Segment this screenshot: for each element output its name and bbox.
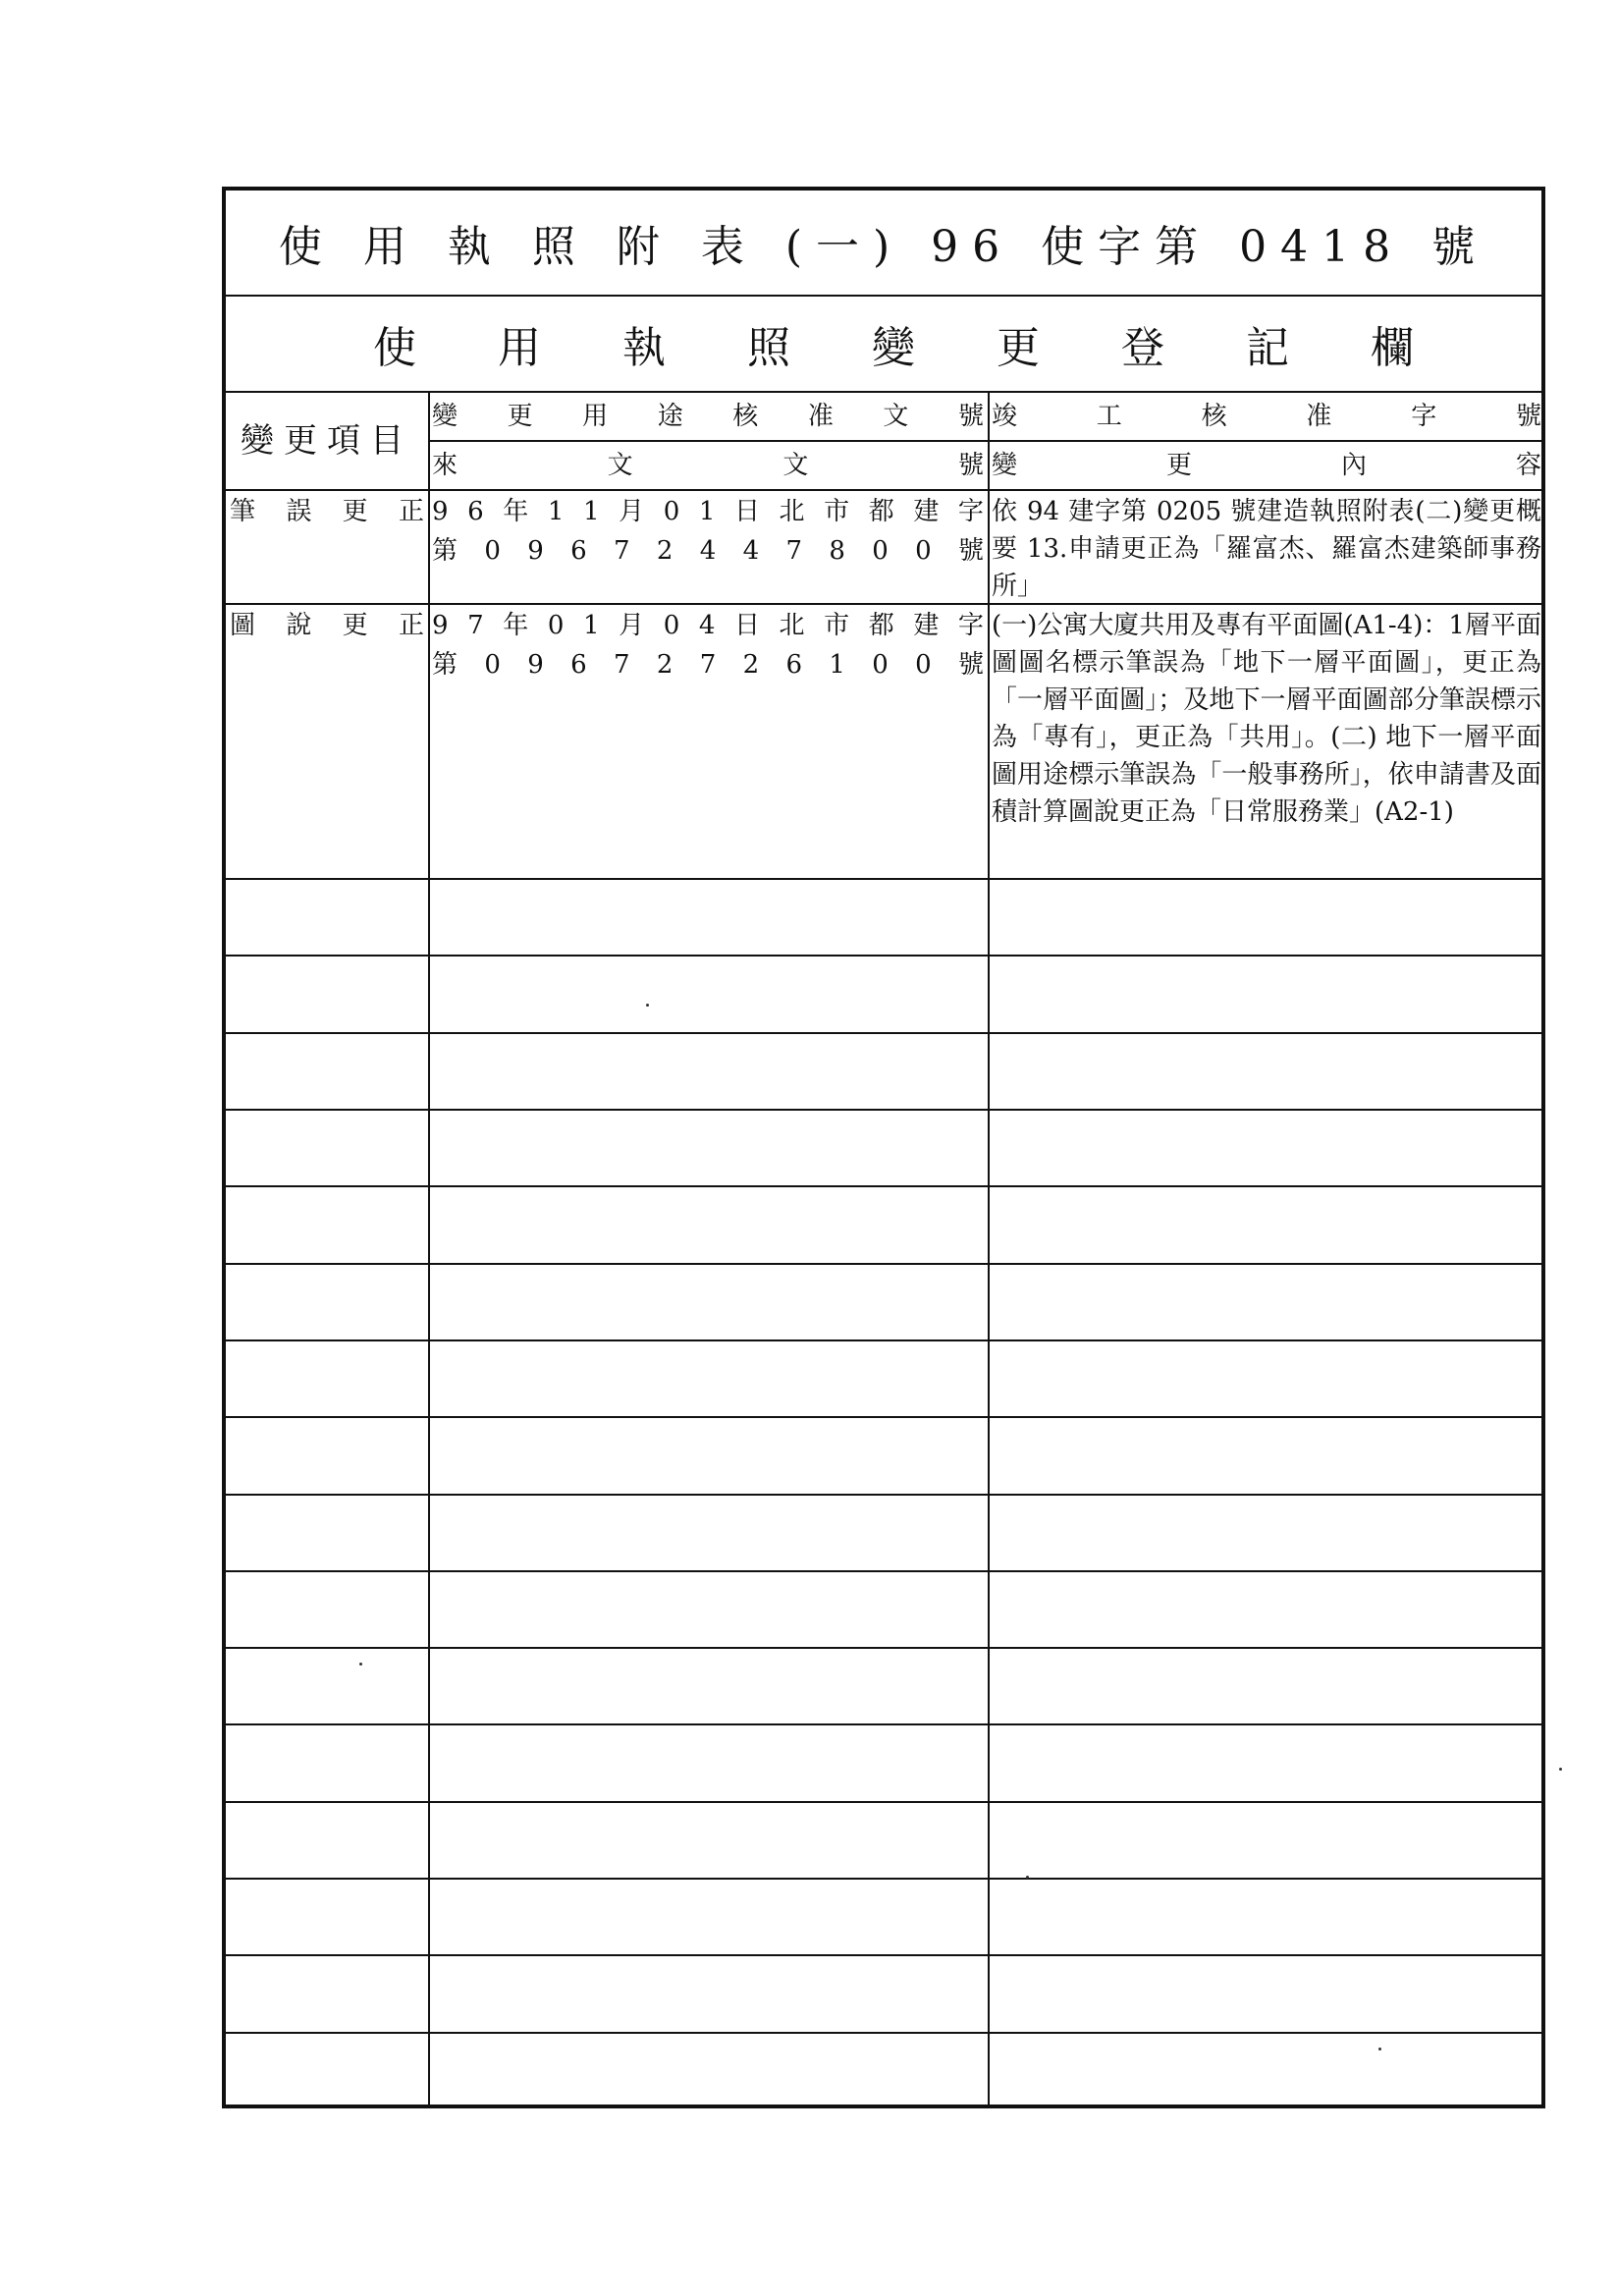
doc-char: 北 xyxy=(779,497,805,526)
subtitle-char: 使 xyxy=(373,323,416,373)
doc-char: 9 xyxy=(527,650,544,680)
empty-row-divider xyxy=(226,1339,1541,1341)
item-char: 正 xyxy=(398,611,424,640)
subtitle-char: 欄 xyxy=(1371,323,1414,373)
doc-char: 9 xyxy=(432,611,449,640)
header-completion-top xyxy=(988,393,1545,440)
doc-char: 日 xyxy=(733,611,760,640)
doc-char: 6 xyxy=(785,650,803,680)
empty-row-divider xyxy=(226,1723,1541,1725)
header-char: 更 xyxy=(507,402,533,431)
header-char: 竣 xyxy=(992,402,1018,431)
row-change-content: (一)公寓大廈共用及專有平面圖(A1-4)：1層平面圖圖名標示筆誤為「地下一層平面圖」，更正為「一層平面圖」；及地下一層平面圖部分筆誤標示為「專有」，更正為「共用」。(二) 地下一層平面圖用途標示筆誤為「一般事務所」，依申請書及面積計算圖說更正為「日常服務業」(A2-1) xyxy=(992,611,1541,827)
header-doc-no-top xyxy=(428,393,988,440)
doc-char: 市 xyxy=(824,497,850,526)
doc-char: 6 xyxy=(467,497,484,526)
doc-char: 0 xyxy=(663,497,680,526)
doc-char: 7 xyxy=(613,650,630,680)
doc-char: 1 xyxy=(829,650,845,680)
item-char: 誤 xyxy=(286,497,312,526)
doc-char: 1 xyxy=(698,497,716,526)
document-title: 使 用 執 照 附 表 (一) 96 使字第 0418 號 xyxy=(226,191,1541,297)
doc-char: 月 xyxy=(619,497,645,526)
doc-char: 7 xyxy=(699,650,717,680)
doc-char: 字 xyxy=(957,497,984,526)
header-char: 號 xyxy=(957,451,984,480)
doc-char: 9 xyxy=(527,536,544,566)
doc-char: 2 xyxy=(742,650,760,680)
doc-char: 7 xyxy=(467,611,484,640)
doc-char: 6 xyxy=(570,536,587,566)
empty-row-divider xyxy=(226,1801,1541,1803)
doc-char: 字 xyxy=(957,611,984,640)
empty-row-divider xyxy=(226,1109,1541,1111)
doc-char: 號 xyxy=(957,650,984,680)
subtitle-char: 執 xyxy=(622,323,666,373)
header-doc-no-bottom xyxy=(428,442,988,489)
header-char: 號 xyxy=(1515,402,1541,431)
empty-row-divider xyxy=(226,955,1541,957)
row-doc-line2 xyxy=(428,644,988,683)
scan-speck xyxy=(1026,1876,1029,1879)
doc-char: 北 xyxy=(779,611,805,640)
item-char: 圖 xyxy=(230,611,256,640)
item-char: 更 xyxy=(342,611,368,640)
doc-char: 1 xyxy=(582,497,600,526)
item-char: 筆 xyxy=(230,497,256,526)
doc-char: 7 xyxy=(613,536,630,566)
scan-speck xyxy=(1559,1768,1562,1771)
doc-char: 4 xyxy=(742,536,760,566)
doc-char: 0 xyxy=(872,536,889,566)
doc-char: 號 xyxy=(957,536,984,566)
subtitle-char: 照 xyxy=(747,323,790,373)
doc-char: 1 xyxy=(582,611,600,640)
doc-char: 9 xyxy=(432,497,449,526)
doc-char: 年 xyxy=(503,497,529,526)
row-doc-line1 xyxy=(428,491,988,530)
header-char: 來 xyxy=(432,451,458,480)
item-char: 更 xyxy=(342,497,368,526)
empty-row-divider xyxy=(226,2032,1541,2034)
header-char: 變 xyxy=(432,402,458,431)
header-char: 文 xyxy=(782,451,809,480)
empty-row-divider xyxy=(226,1878,1541,1880)
doc-char: 都 xyxy=(868,497,894,526)
doc-char: 0 xyxy=(915,650,932,680)
empty-row-divider xyxy=(226,1954,1541,1956)
doc-char: 0 xyxy=(872,650,889,680)
row-item-label xyxy=(226,491,428,530)
doc-char: 市 xyxy=(824,611,850,640)
subtitle-char: 登 xyxy=(1121,323,1164,373)
license-form-frame xyxy=(222,187,1545,2108)
header-char: 文 xyxy=(883,402,909,431)
item-char: 正 xyxy=(398,497,424,526)
doc-char: 2 xyxy=(656,536,674,566)
header-char: 字 xyxy=(1411,402,1437,431)
doc-char: 都 xyxy=(868,611,894,640)
row-divider xyxy=(226,878,1541,880)
header-char: 核 xyxy=(732,402,759,431)
scan-speck xyxy=(359,1663,362,1666)
doc-char: 6 xyxy=(570,650,587,680)
doc-char: 8 xyxy=(829,536,845,566)
item-char: 說 xyxy=(286,611,312,640)
subtitle-char: 變 xyxy=(872,323,915,373)
header-char: 變 xyxy=(992,451,1018,480)
header-char: 內 xyxy=(1340,451,1367,480)
doc-char: 年 xyxy=(503,611,529,640)
doc-char: 0 xyxy=(484,650,501,680)
doc-char: 4 xyxy=(699,536,717,566)
header-char: 容 xyxy=(1515,451,1541,480)
doc-char: 日 xyxy=(733,497,760,526)
header-char: 用 xyxy=(582,402,609,431)
subtitle-char: 更 xyxy=(997,323,1040,373)
doc-char: 第 xyxy=(432,536,458,566)
doc-char: 1 xyxy=(547,497,565,526)
doc-char: 2 xyxy=(656,650,674,680)
doc-char: 0 xyxy=(547,611,565,640)
doc-char: 0 xyxy=(663,611,680,640)
header-item-label: 變更項目 xyxy=(241,421,413,461)
empty-row-divider xyxy=(226,1570,1541,1572)
header-char: 文 xyxy=(607,451,633,480)
doc-char: 0 xyxy=(484,536,501,566)
empty-row-divider xyxy=(226,1494,1541,1496)
empty-row-divider xyxy=(226,1647,1541,1649)
scan-speck xyxy=(646,1004,649,1007)
doc-char: 第 xyxy=(432,650,458,680)
header-char: 工 xyxy=(1096,402,1122,431)
empty-row-divider xyxy=(226,1032,1541,1034)
doc-char: 建 xyxy=(913,497,940,526)
doc-char: 0 xyxy=(915,536,932,566)
header-char: 准 xyxy=(1306,402,1332,431)
doc-char: 建 xyxy=(913,611,940,640)
scan-speck xyxy=(1378,2048,1381,2050)
document-subtitle xyxy=(226,297,1541,393)
doc-char: 4 xyxy=(698,611,716,640)
header-char: 更 xyxy=(1165,451,1192,480)
empty-row-divider xyxy=(226,1416,1541,1418)
row-change-content: 依 94 建字第 0205 號建造執照附表(二)變更概要 13.申請更正為「羅富杰、羅富杰建築師事務所」 xyxy=(992,497,1541,601)
header-char: 號 xyxy=(957,402,984,431)
row-item-label xyxy=(226,605,428,644)
row-doc-line2 xyxy=(428,530,988,570)
doc-char: 月 xyxy=(619,611,645,640)
empty-row-divider xyxy=(226,1263,1541,1265)
subtitle-char: 記 xyxy=(1246,323,1289,373)
row-doc-line1 xyxy=(428,605,988,644)
header-char: 核 xyxy=(1201,402,1227,431)
header-char: 途 xyxy=(657,402,683,431)
subtitle-char: 用 xyxy=(498,323,541,373)
doc-char: 7 xyxy=(785,536,803,566)
header-completion-bottom xyxy=(988,442,1545,489)
empty-row-divider xyxy=(226,1185,1541,1187)
header-char: 准 xyxy=(807,402,834,431)
